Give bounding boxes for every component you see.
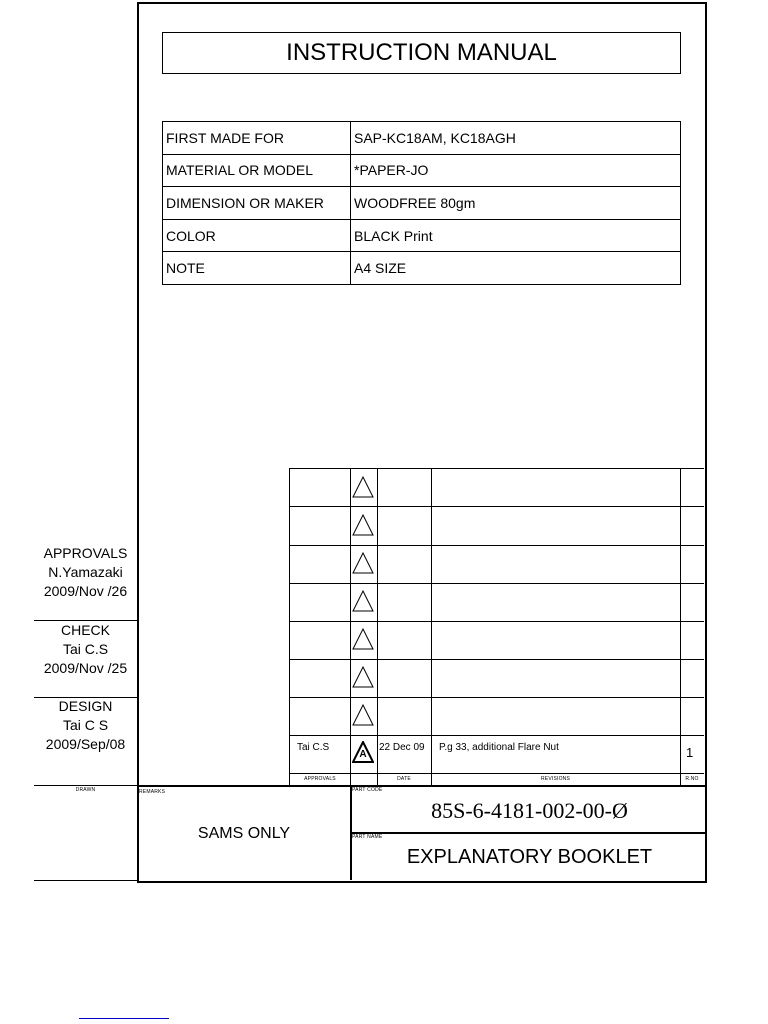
check-block bbox=[34, 621, 137, 678]
grid-line bbox=[289, 545, 704, 546]
spec-row bbox=[163, 252, 681, 285]
link-underline[interactable] bbox=[79, 1018, 169, 1019]
approvals-name: N.Yamazaki bbox=[48, 564, 123, 580]
spec-row bbox=[163, 219, 681, 252]
revision-triangle-icon bbox=[352, 704, 374, 726]
revision-triangle-icon bbox=[352, 552, 374, 574]
header-revisions: REVISIONS bbox=[540, 776, 571, 782]
grid-line bbox=[431, 468, 432, 786]
revision-description: P.g 33, additional Flare Nut bbox=[439, 742, 559, 753]
grid-line bbox=[289, 506, 704, 507]
revision-triangle-icon bbox=[352, 666, 374, 688]
remarks-text: SAMS ONLY bbox=[197, 825, 291, 842]
approvals-block bbox=[34, 544, 137, 601]
header-approvals: APPROVALS bbox=[304, 776, 336, 782]
revision-triangle-icon bbox=[352, 476, 374, 498]
section-line bbox=[350, 832, 705, 834]
approvals-date: 2009/Nov /26 bbox=[43, 583, 128, 599]
header-rno: R.NO bbox=[685, 776, 699, 782]
header-date: DATE bbox=[397, 776, 411, 782]
spec-value: SAP-KC18AM, KC18AGH bbox=[351, 122, 681, 155]
spec-row bbox=[163, 122, 681, 155]
revision-date: 22 Dec 09 bbox=[379, 742, 425, 753]
drawn-label: DRAWN bbox=[75, 787, 96, 793]
spec-label: DIMENSION OR MAKER bbox=[163, 187, 351, 220]
grid-line bbox=[289, 773, 704, 774]
spec-value: WOODFREE 80gm bbox=[351, 187, 681, 220]
part-code: 85S-6-4181-002-00-Ø bbox=[431, 798, 628, 823]
design-name: Tai C S bbox=[62, 717, 109, 733]
spec-value: *PAPER-JO bbox=[351, 154, 681, 187]
part-name: EXPLANATORY BOOKLET bbox=[406, 846, 653, 868]
spec-label: FIRST MADE FOR bbox=[163, 122, 351, 155]
revision-triangle-icon bbox=[352, 628, 374, 650]
grid-line bbox=[289, 659, 704, 660]
design-date: 2009/Sep/08 bbox=[45, 736, 126, 752]
spec-row bbox=[163, 154, 681, 187]
document-title: INSTRUCTION MANUAL bbox=[162, 32, 681, 74]
revision-triangle-icon bbox=[352, 514, 374, 536]
design-block bbox=[34, 697, 137, 754]
spec-label: COLOR bbox=[163, 219, 351, 252]
grid-line bbox=[289, 697, 704, 698]
revision-mark: A bbox=[359, 749, 367, 760]
check-title: CHECK bbox=[60, 622, 110, 638]
spec-label: NOTE bbox=[163, 252, 351, 285]
grid-line bbox=[289, 621, 704, 622]
grid-line bbox=[680, 468, 681, 786]
spec-value: BLACK Print bbox=[351, 219, 681, 252]
grid-line bbox=[289, 468, 704, 469]
revision-number: 1 bbox=[686, 745, 694, 760]
spec-value: A4 SIZE bbox=[351, 252, 681, 285]
section-line bbox=[137, 785, 705, 787]
approvals-title: APPROVALS bbox=[43, 545, 128, 561]
revision-triangle-icon bbox=[352, 590, 374, 612]
part-code-label: PART CODE bbox=[352, 787, 383, 793]
part-name-label: PART NAME bbox=[352, 834, 383, 840]
side-divider bbox=[34, 785, 137, 786]
grid-line bbox=[289, 735, 704, 736]
grid-line bbox=[289, 468, 290, 786]
remarks-label: REMARKS bbox=[139, 789, 166, 795]
side-divider bbox=[34, 880, 137, 881]
grid-line bbox=[350, 468, 351, 786]
spec-row bbox=[163, 187, 681, 220]
grid-line bbox=[377, 468, 378, 786]
spec-table bbox=[162, 121, 681, 285]
spec-label: MATERIAL OR MODEL bbox=[163, 154, 351, 187]
check-date: 2009/Nov /25 bbox=[43, 660, 128, 676]
design-title: DESIGN bbox=[58, 698, 113, 714]
grid-line bbox=[289, 583, 704, 584]
check-name: Tai C.S bbox=[62, 641, 109, 657]
revision-approver: Tai C.S bbox=[297, 742, 330, 753]
